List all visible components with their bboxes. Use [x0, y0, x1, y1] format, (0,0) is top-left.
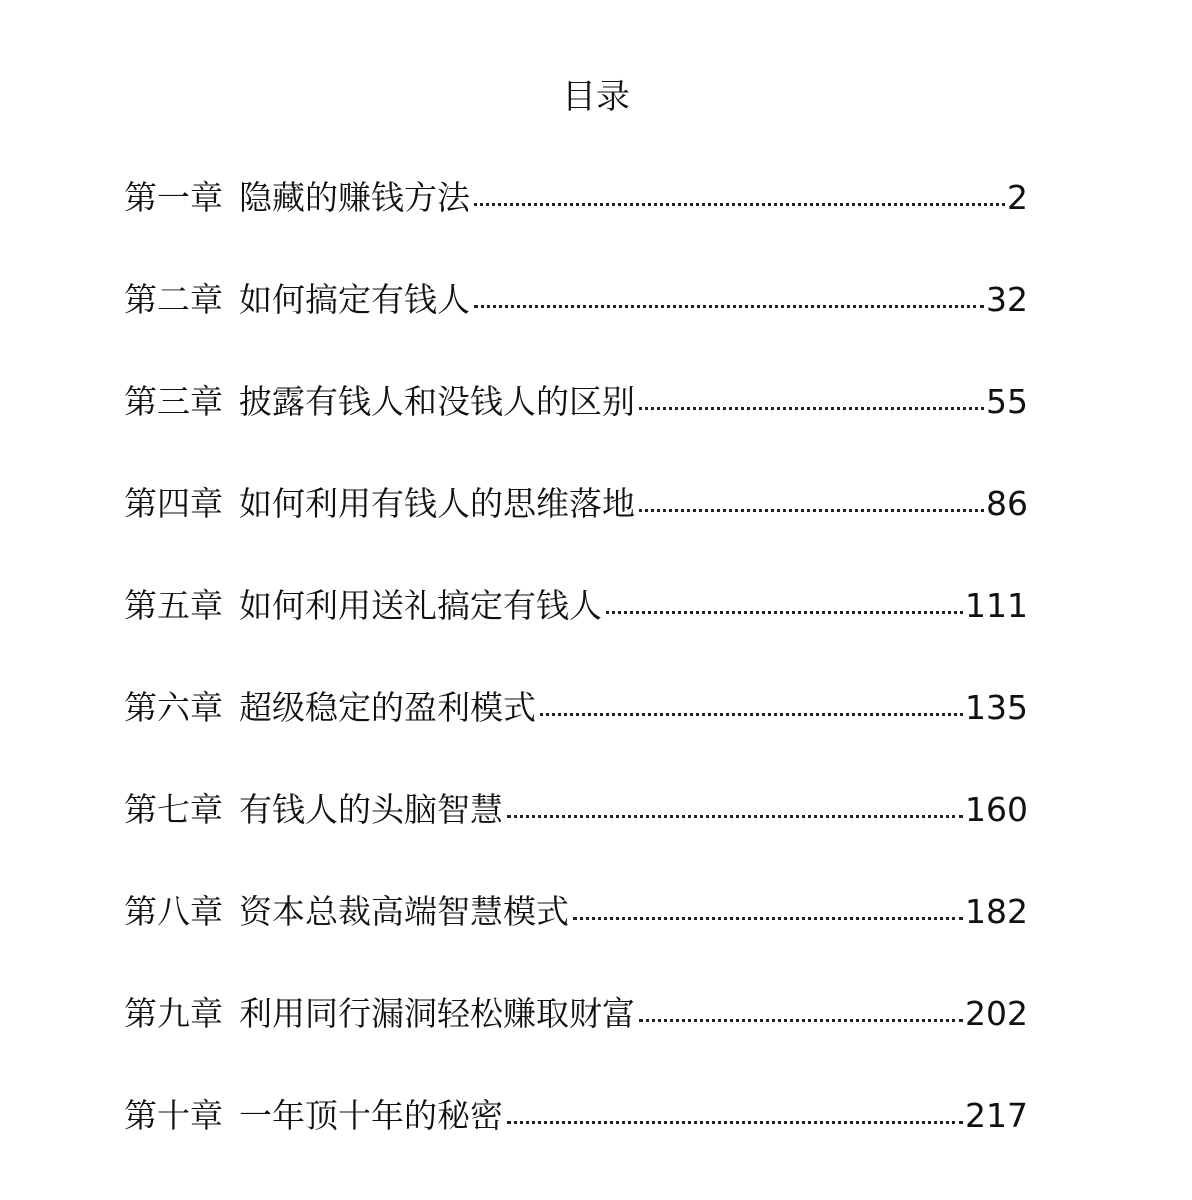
page-number: 160: [965, 790, 1028, 829]
toc-entry-3[interactable]: [124, 376, 1028, 478]
toc-list: [124, 172, 1028, 1192]
dot-leader: [639, 407, 984, 410]
toc-entry-9[interactable]: [124, 988, 1028, 1090]
chapter-title: 如何搞定有钱人: [239, 280, 470, 319]
toc-entry-7[interactable]: [124, 784, 1028, 886]
toc-entry-5[interactable]: [124, 580, 1028, 682]
chapter-number: 第六章: [124, 688, 223, 727]
chapter-title: 如何利用有钱人的思维落地: [239, 484, 635, 523]
chapter-title: 利用同行漏洞轻松赚取财富: [239, 994, 635, 1033]
chapter-title: 如何利用送礼搞定有钱人: [239, 586, 602, 625]
chapter-number: 第三章: [124, 382, 223, 421]
dot-leader: [507, 1121, 963, 1124]
dot-leader: [474, 305, 984, 308]
page-number: 217: [965, 1096, 1028, 1135]
chapter-number: 第九章: [124, 994, 223, 1033]
toc-entry-10[interactable]: [124, 1090, 1028, 1192]
page-number: 182: [965, 892, 1028, 931]
page-number: 55: [986, 382, 1028, 421]
chapter-number: 第一章: [124, 178, 223, 217]
dot-leader: [606, 611, 963, 614]
page-number: 202: [965, 994, 1028, 1033]
toc-entry-4[interactable]: [124, 478, 1028, 580]
page-number: 2: [1007, 178, 1028, 217]
page-number: 135: [965, 688, 1028, 727]
toc-entry-2[interactable]: [124, 274, 1028, 376]
chapter-title: 一年顶十年的秘密: [239, 1096, 503, 1135]
toc-entry-6[interactable]: [124, 682, 1028, 784]
dot-leader: [507, 815, 963, 818]
dot-leader: [639, 509, 984, 512]
chapter-number: 第二章: [124, 280, 223, 319]
chapter-number: 第四章: [124, 484, 223, 523]
page-number: 111: [965, 586, 1028, 625]
page-title: 目录: [562, 77, 630, 117]
chapter-title: 隐藏的赚钱方法: [239, 178, 470, 217]
chapter-number: 第十章: [124, 1096, 223, 1135]
chapter-number: 第八章: [124, 892, 223, 931]
dot-leader: [540, 713, 963, 716]
chapter-title: 超级稳定的盈利模式: [239, 688, 536, 727]
toc-entry-1[interactable]: [124, 172, 1028, 274]
chapter-number: 第五章: [124, 586, 223, 625]
chapter-title: 资本总裁高端智慧模式: [239, 892, 569, 931]
page-number: 32: [986, 280, 1028, 319]
chapter-title: 披露有钱人和没钱人的区别: [239, 382, 635, 421]
chapter-number: 第七章: [124, 790, 223, 829]
dot-leader: [639, 1019, 963, 1022]
dot-leader: [573, 917, 963, 920]
page-number: 86: [986, 484, 1028, 523]
dot-leader: [474, 203, 1005, 206]
toc-entry-8[interactable]: [124, 886, 1028, 988]
chapter-title: 有钱人的头脑智慧: [239, 790, 503, 829]
